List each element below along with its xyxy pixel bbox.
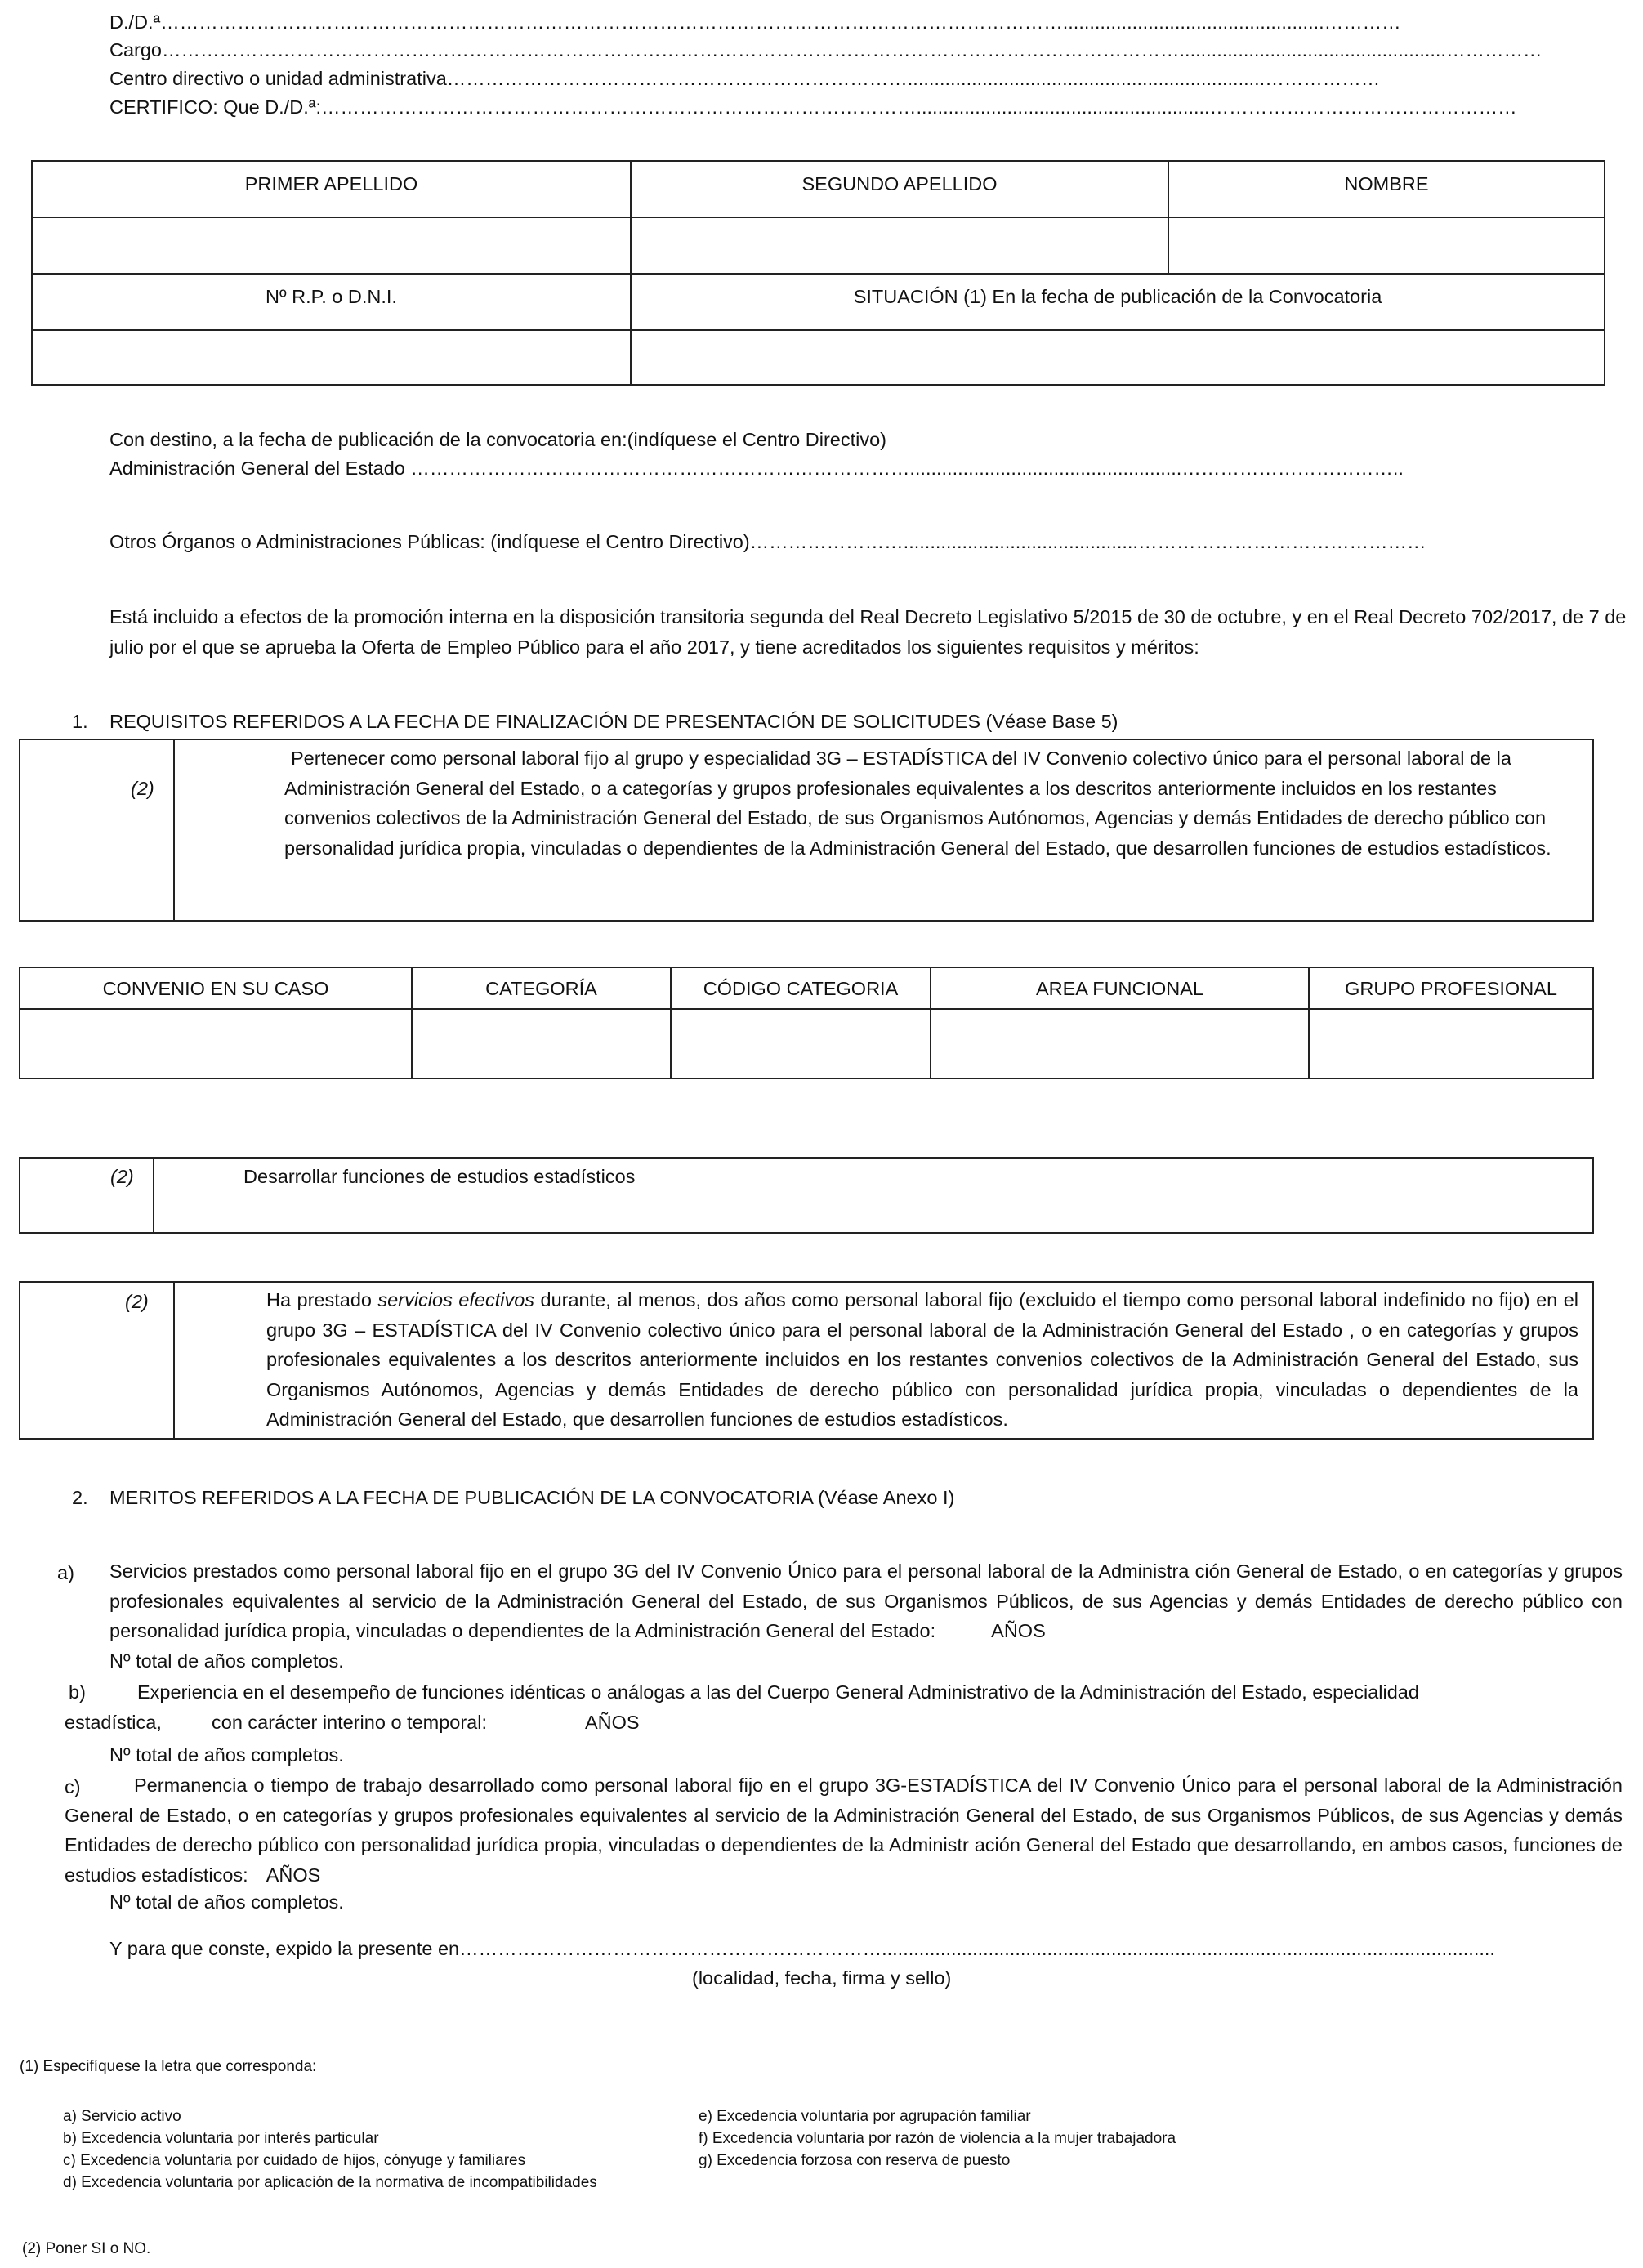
input-situacion[interactable]: [633, 333, 1604, 384]
input-primer-apellido[interactable]: [34, 220, 628, 271]
input-convenio[interactable]: [22, 1011, 409, 1077]
input-categoria[interactable]: [414, 1011, 668, 1077]
merito-b-text1: Experiencia en el desempeño de funciones idénticas o análogas a las del Cuerpo General Administrativo de la Administración del Estado, especialidad: [137, 1681, 1419, 1703]
input-nombre[interactable]: [1171, 220, 1602, 271]
header-situacion: SITUACIÓN (1) En la fecha de publicación de la Convocatoria: [853, 286, 1382, 307]
header-dni: Nº R.P. o D.N.I.: [266, 286, 397, 307]
merito-c-anos[interactable]: AÑOS: [266, 1864, 321, 1886]
header-convenio: CONVENIO EN SU CASO: [102, 978, 329, 999]
footnote1-right-f: f) Excedencia voluntaria por razón de violencia a la mujer trabajadora: [699, 2130, 1176, 2147]
merito-b-text2a: estadística,: [65, 1712, 162, 1733]
header-line-certifico: CERTIFICO: Que D./D.ª:………………………………………………………………………………….......................................................…………………………………………: [109, 96, 1517, 118]
closing-sub: (localidad, fecha, firma y sello): [692, 1967, 952, 1989]
header-line-name: D./D.ª…………………………………………………………………………………………………………………………….................................................…………: [109, 11, 1401, 33]
input-area-funcional[interactable]: [933, 1011, 1306, 1077]
footnote1-right-e: e) Excedencia voluntaria por agrupación familiar: [699, 2108, 1031, 2125]
header-nombre: NOMBRE: [1344, 173, 1429, 194]
input-grupo-profesional[interactable]: [1311, 1011, 1591, 1077]
destino-age: Administración General del Estado ……………………………………………………………………...................................................……………………………..: [109, 458, 1404, 479]
destino-intro: Con destino, a la fecha de publicación de la convocatoria en:(indíquese el Centro Directivo): [109, 429, 887, 450]
input-codigo-categoria[interactable]: [673, 1011, 928, 1077]
header-area-funcional: AREA FUNCIONAL: [1035, 978, 1204, 999]
header-categoria: CATEGORÍA: [485, 978, 597, 999]
header-primer-apellido: PRIMER APELLIDO: [244, 173, 418, 194]
merito-a-label: a): [57, 1562, 74, 1583]
footnote1-left-c: c) Excedencia voluntaria por cuidado de hijos, cónyuge y familiares: [63, 2152, 526, 2169]
requisito-servicios-text: Ha prestado servicios efectivos durante, al menos, dos años como personal laboral fijo (excluido el tiempo como personal laboral indefinido no fijo) en el grupo 3G – ESTADÍSTICA del IV Convenio colectivo único para el personal laboral de la Administración General del Estado , o en categorías y grupos profesionales equivalentes a los descritos anteriormente incluidos en los restantes convenios colectivos de la Administración General del Estado, sus Organismos Autónomos, Agencias y demás Entidades de derecho público con personalidad jurídica propia, vinculadas o dependientes de la Administración General del Estado, que desarrollen funciones de estudios estadísticos.: [266, 1289, 1578, 1430]
requisito-servicios-mark[interactable]: (2): [125, 1291, 149, 1312]
footnote1-left-d: d) Excedencia voluntaria por aplicación de la normativa de incompatibilidades: [63, 2174, 597, 2191]
merito-b-total: Nº total de años completos.: [109, 1744, 344, 1766]
requisito-pertenecer-text: Pertenecer como personal laboral fijo al grupo y especialidad 3G – ESTADÍSTICA del IV Convenio colectivo único para el personal laboral de la Administración General del Estado, o a categorías y grupos profesionales equivalentes a los descritos anteriormente incluidos en los restantes convenios colectivos de la Administración General del Estado, de sus Organismos Autónomos, Agencias y demás Entidades de derecho público con personalidad jurídica propia, vinculadas o dependientes de la Administración General del Estado, que desarrollen funciones de estudios estadísticos.: [284, 748, 1551, 859]
merito-a-text: Servicios prestados como personal laboral fijo en el grupo 3G del IV Convenio Único para el personal laboral de la Administra ción General de Estado, o en categorías y grupos profesionales equivalentes al servicio de la Administración General del Estado, de sus Organismos Públicos, de sus Agencias y demás Entidades de derecho público con personalidad jurídica propia, vinculadas o dependientes de la Administración General del Estado: AÑOS: [109, 1560, 1623, 1641]
requisito-funciones-mark[interactable]: (2): [110, 1166, 134, 1187]
requisito-funciones-text: Desarrollar funciones de estudios estadísticos: [243, 1166, 636, 1187]
footnote2: (2) Poner SI o NO.: [22, 2240, 151, 2257]
footnote1-left-b: b) Excedencia voluntaria por interés particular: [63, 2130, 379, 2147]
header-line-cargo: Cargo……………………………………………………………………………………………………………………………………………..................................................……………: [109, 39, 1543, 60]
footnote1-title: (1) Especifíquese la letra que corresponda:: [20, 2058, 317, 2075]
footnote1-right-g: g) Excedencia forzosa con reserva de puesto: [699, 2152, 1011, 2169]
merito-b-text2b: con carácter interino o temporal:: [212, 1712, 487, 1733]
header-line-centro: Centro directivo o unidad administrativa………………………………………………………………...................................................................………………: [109, 68, 1381, 89]
incluido-paragraph: Está incluido a efectos de la promoción interna en la disposición transitoria segunda del Real Decreto Legislativo 5/2015 de 30 de octubre, y en el Real Decreto 702/2017, de 7 de julio por el que se aprueba la Oferta de Empleo Público para el año 2017, y tiene acreditados los siguientes requisitos y méritos:: [109, 606, 1627, 658]
section1-title: REQUISITOS REFERIDOS A LA FECHA DE FINALIZACIÓN DE PRESENTACIÓN DE SOLICITUDES (Véase Base 5): [109, 711, 1118, 732]
section2-title: MERITOS REFERIDOS A LA FECHA DE PUBLICACIÓN DE LA CONVOCATORIA (Véase Anexo I): [109, 1487, 955, 1508]
header-segundo-apellido: SEGUNDO APELLIDO: [801, 173, 998, 194]
merito-a-total: Nº total de años completos.: [109, 1650, 344, 1672]
header-codigo-categoria: CÓDIGO CATEGORIA: [703, 978, 899, 999]
requisito-pertenecer-mark[interactable]: (2): [131, 778, 154, 799]
merito-a-anos[interactable]: AÑOS: [991, 1620, 1046, 1641]
merito-b-anos[interactable]: AÑOS: [585, 1712, 640, 1733]
header-grupo-profesional: GRUPO PROFESIONAL: [1345, 978, 1557, 999]
destino-otros: Otros Órganos o Administraciones Públicas: (indíquese el Centro Directivo)……………………............................................………………………………………: [109, 531, 1426, 552]
merito-c-text: Permanencia o tiempo de trabajo desarrollado como personal laboral fijo en el grupo 3G-ESTADÍSTICA del IV Convenio Único para el personal laboral de la Administración General de Estado, o en categorías y grupos profesionales equivalentes al servicio de la Administración General del Estado, de sus Organismos Públicos, de sus Agencias y demás Entidades de derecho público con personalidad jurídica propia, vinculadas o dependientes de la Administr ación General del Estado que desarrollando, en ambos casos, funciones de estudios estadísticos: AÑOS: [65, 1775, 1623, 1886]
input-dni[interactable]: [34, 333, 628, 384]
merito-c-total: Nº total de años completos.: [109, 1891, 344, 1913]
section2-number: 2.: [72, 1487, 88, 1508]
section1-number: 1.: [72, 711, 88, 732]
merito-c-label: c): [65, 1776, 81, 1797]
closing-line: Y para que conste, expido la presente en…………………………………………………………...................................................................................................................: [109, 1938, 1495, 1959]
footnote1-left-a: a) Servicio activo: [63, 2108, 181, 2125]
merito-b-label: b): [69, 1681, 86, 1703]
input-segundo-apellido[interactable]: [633, 220, 1166, 271]
